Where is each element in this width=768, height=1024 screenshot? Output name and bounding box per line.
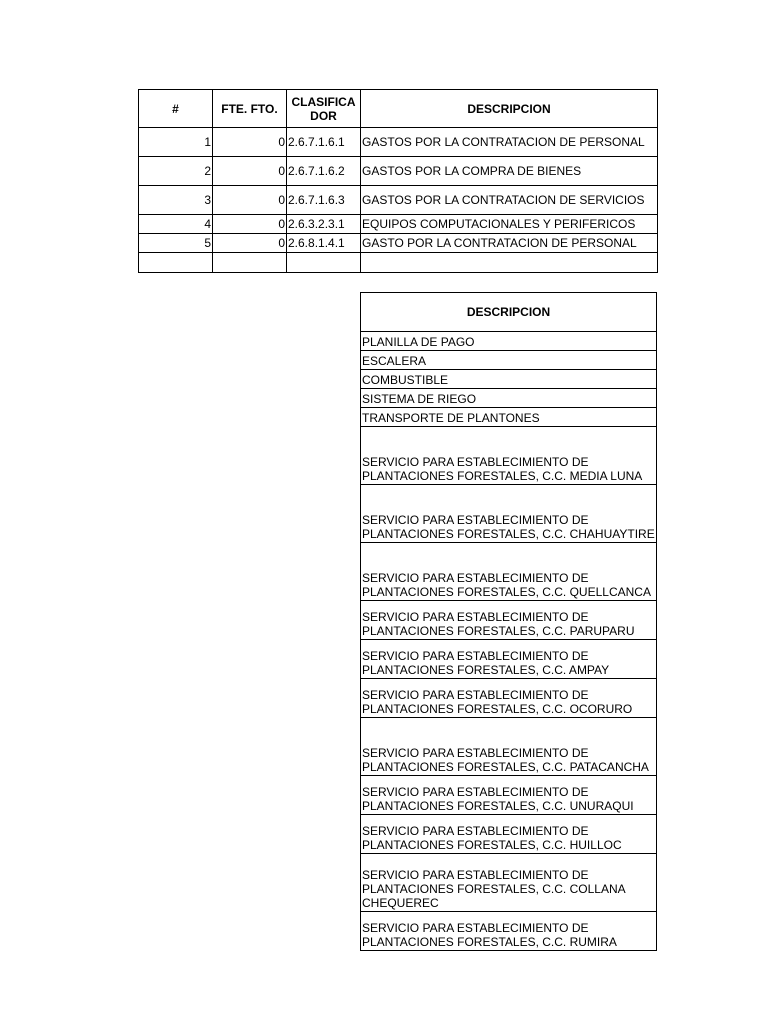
- header-descripcion: DESCRIPCION: [361, 90, 658, 128]
- item-description: ESCALERA: [361, 351, 657, 370]
- row-descripcion: GASTOS POR LA CONTRATACION DE PERSONAL: [361, 128, 658, 157]
- items-header-row: [361, 293, 657, 332]
- item-description: TRANSPORTE DE PLANTONES: [361, 408, 657, 427]
- row-fte: [213, 253, 287, 273]
- item-description: SERVICIO PARA ESTABLECIMIENTO DE PLANTACIONES FORESTALES, C.C. PATACANCHA: [361, 718, 657, 776]
- row-fte: 0: [213, 186, 287, 215]
- table-row: [139, 157, 658, 186]
- list-item: [361, 408, 657, 427]
- budget-table: [138, 89, 658, 273]
- row-number: 3: [139, 186, 213, 215]
- list-item: [361, 601, 657, 640]
- item-description: SERVICIO PARA ESTABLECIMIENTO DE PLANTACIONES FORESTALES, C.C. AMPAY: [361, 640, 657, 679]
- row-clasificador: 2.6.7.1.6.3: [287, 186, 361, 215]
- item-description: SERVICIO PARA ESTABLECIMIENTO DE PLANTACIONES FORESTALES, C.C. MEDIA LUNA: [361, 427, 657, 485]
- row-fte: 0: [213, 234, 287, 253]
- row-fte: 0: [213, 157, 287, 186]
- item-description: SISTEMA DE RIEGO: [361, 389, 657, 408]
- row-clasificador: 2.6.3.2.3.1: [287, 215, 361, 234]
- row-number: 1: [139, 128, 213, 157]
- list-item: [361, 640, 657, 679]
- list-item: [361, 543, 657, 601]
- row-number: 5: [139, 234, 213, 253]
- header-clasificador: CLASIFICADOR: [287, 90, 361, 128]
- item-description: SERVICIO PARA ESTABLECIMIENTO DE PLANTACIONES FORESTALES, C.C. UNURAQUI: [361, 776, 657, 815]
- row-clasificador: 2.6.8.1.4.1: [287, 234, 361, 253]
- item-description: SERVICIO PARA ESTABLECIMIENTO DE PLANTACIONES FORESTALES, C.C. RUMIRA: [361, 912, 657, 951]
- header-fte-fto: FTE. FTO.: [213, 90, 287, 128]
- items-header-descripcion: DESCRIPCION: [361, 293, 657, 332]
- header-number: #: [139, 90, 213, 128]
- row-clasificador: 2.6.7.1.6.1: [287, 128, 361, 157]
- list-item: [361, 332, 657, 351]
- row-number: 2: [139, 157, 213, 186]
- list-item: [361, 679, 657, 718]
- list-item: [361, 854, 657, 912]
- table-row: [139, 186, 658, 215]
- item-description: SERVICIO PARA ESTABLECIMIENTO DE PLANTACIONES FORESTALES, C.C. OCORURO: [361, 679, 657, 718]
- row-clasificador: [287, 253, 361, 273]
- list-item: [361, 912, 657, 951]
- list-item: [361, 370, 657, 389]
- table-row-empty: [139, 253, 658, 273]
- item-description: SERVICIO PARA ESTABLECIMIENTO DE PLANTACIONES FORESTALES, C.C. HUILLOC: [361, 815, 657, 854]
- budget-header-row: [139, 90, 658, 128]
- item-description: SERVICIO PARA ESTABLECIMIENTO DE PLANTACIONES FORESTALES, C.C. PARUPARU: [361, 601, 657, 640]
- row-fte: 0: [213, 215, 287, 234]
- table-row: [139, 215, 658, 234]
- list-item: [361, 485, 657, 543]
- list-item: [361, 427, 657, 485]
- row-fte: 0: [213, 128, 287, 157]
- row-descripcion: GASTOS POR LA COMPRA DE BIENES: [361, 157, 658, 186]
- row-descripcion: EQUIPOS COMPUTACIONALES Y PERIFERICOS: [361, 215, 658, 234]
- row-clasificador: 2.6.7.1.6.2: [287, 157, 361, 186]
- item-description: PLANILLA DE PAGO: [361, 332, 657, 351]
- item-description: SERVICIO PARA ESTABLECIMIENTO DE PLANTACIONES FORESTALES, C.C. CHAHUAYTIRE: [361, 485, 657, 543]
- table-row: [139, 234, 658, 253]
- item-description: SERVICIO PARA ESTABLECIMIENTO DE PLANTACIONES FORESTALES, C.C. QUELLCANCA: [361, 543, 657, 601]
- list-item: [361, 815, 657, 854]
- row-number: 4: [139, 215, 213, 234]
- list-item: [361, 776, 657, 815]
- item-description: SERVICIO PARA ESTABLECIMIENTO DE PLANTACIONES FORESTALES, C.C. COLLANA CHEQUEREC: [361, 854, 657, 912]
- row-descripcion: GASTO POR LA CONTRATACION DE PERSONAL: [361, 234, 658, 253]
- row-descripcion: [361, 253, 658, 273]
- row-descripcion: GASTOS POR LA CONTRATACION DE SERVICIOS: [361, 186, 658, 215]
- items-description-table: [360, 292, 657, 951]
- table-row: [139, 128, 658, 157]
- list-item: [361, 351, 657, 370]
- item-description: COMBUSTIBLE: [361, 370, 657, 389]
- row-number: [139, 253, 213, 273]
- list-item: [361, 389, 657, 408]
- list-item: [361, 718, 657, 776]
